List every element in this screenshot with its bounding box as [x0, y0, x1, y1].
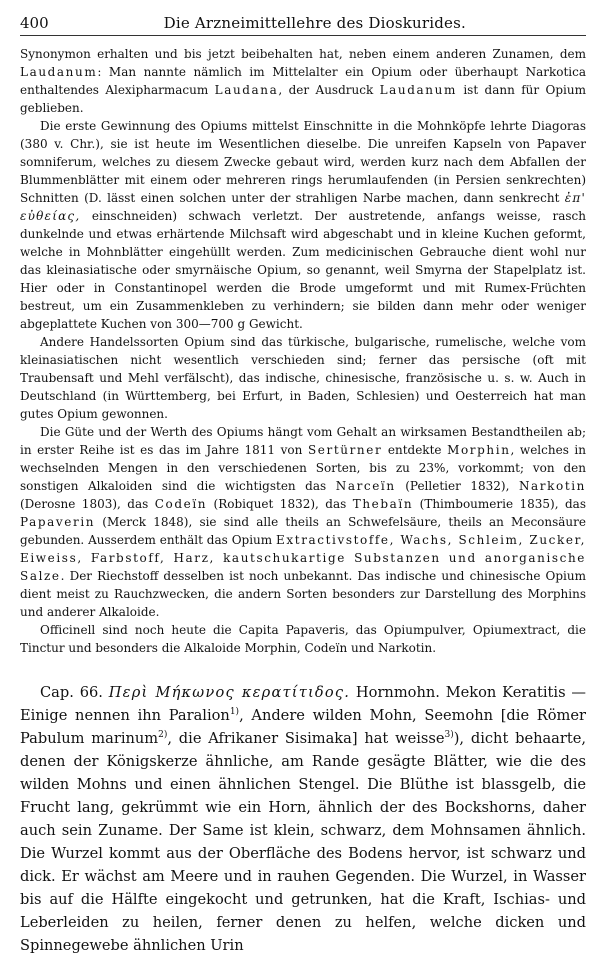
chapter-greek-title: Περὶ Μήκωνος κερατίτιδος.: [108, 684, 351, 701]
running-header: [20, 14, 586, 36]
book-page: [20, 14, 586, 957]
chapter-66-section: [20, 681, 586, 957]
paragraph-opium-production: Die erste Gewinnung des Opiums mittelst Einschnitte in die Mohnköpfe lehrte Diagoras (380 v. Chr.), sie ist heute im Wesentlichen dieselbe. Die unreifen Kapseln von Papaver somniferum, welches zu diesem Zwecke gebaut wird, werden kurz nach dem Abfallen der Blummenblätter mit einem oder mehreren rings herumlaufenden (in Persien senkrechten) Schnitten (D. lässt einen solchen unter der strahligen Narbe machen, dann senkrecht ἐπ' εὐθείας, einschneiden) schwach verletzt. Der austretende, anfangs weisse, rasch dunkelnde und etwas erhärtende Milchsaft wird abgeschabt und in kleine Kuchen geformt, welche in Mohnblätter eingehüllt werden. Zum medicinischen Gebrauche dient wohl nur das kleinasiatische oder smyrnäische Opium, so genannt, weil Smyrna der Stapelplatz ist. Hier oder in Constantinopel werden die Brode umgeformt und mit Rumex-Früchten bestreut, um ein Zusammenkleben zu verhindern; sie bilden dann mehr oder weniger abgeplattete Kuchen von 300—700 g Gewicht.: [20, 119, 586, 331]
chapter-label: Cap. 66.: [40, 684, 103, 701]
running-title: Die Arzneimittellehre des Dioskurides.: [163, 14, 466, 32]
footnote-ref-1: 1): [229, 707, 240, 718]
chapter-66-text: Cap. 66. Περὶ Μήκωνος κερατίτιδος. Hornmohn. Mekon Keratitis — Einige nennen ihn Paralion$^{1)}$, Andere wilden Mohn, Seemohn [die Römer Pabulum marinum$^{2)}$, die Afrikaner Sisimaka] hat weisse$^{3)}$), dicht behaarte, denen der Königskerze ähnliche, am Rande gesägte Blätter, wie die des wilden Mohns und einen ähnlichen Stengel. Die Blüthe ist blassgelb, die Frucht lang, gekrümmt wie ein Horn, ähnlich der des Bockshorns, daher auch sein Zuname. Der Same ist klein, schwarz, dem Mohnsamen ähnlich. Die Wurzel kommt aus der Oberfläche des Bodens hervor, ist schwarz und dick. Er wächst am Meere und in rauhen Gegenden. Die Wurzel, in Wasser bis auf die Hälfte eingekocht und getrunken, hat die Kraft, Ischias- und Leberleiden zu heilen, ferner denen zu helfen, welche dicken und Spinnegewebe ähnlichen Urin: [20, 684, 586, 954]
paragraph-laudanum: Synonymon erhalten und bis jetzt beibehalten hat, neben einem anderen Zunamen, dem Laudanum: Man nannte nämlich im Mittelalter ein Opium oder überhaupt Narkotica enthaltendes Alexipharmacum Laudana, der Ausdruck Laudanum ist dann für Opium geblieben.: [20, 47, 586, 115]
paragraph-alkaloids: Die Güte und der Werth des Opiums hängt vom Gehalt an wirksamen Bestandtheilen ab; in erster Reihe ist es das im Jahre 1811 von Sertürner entdekte Morphin, welches in wechselnden Mengen in den verschiedenen Sorten, bis zu 23%, vorkommt; von den sonstigen Alkaloiden sind die wichtigsten das Narceïn (Pelletier 1832), Narkotin (Derosne 1803), das Codeïn (Robiquet 1832), das Thebaïn (Thimboumerie 1835), das Papaverin (Merck 1848), sie sind alle theils an Schwefelsäure, theils an Meconsäure gebunden. Ausserdem enthält das Opium Extractivstoffe, Wachs, Schleim, Zucker, Eiweiss, Farbstoff, Harz, kautschukartige Substanzen und anorganische Salze. Der Riechstoff desselben ist noch unbekannt. Das indische und chinesische Opium dient meist zu Rauchzwecken, die andern Sorten besonders zur Darstellung des Morphins und anderer Alkaloide.: [20, 425, 587, 619]
page-number: 400: [20, 14, 49, 32]
commentary-section: [20, 45, 586, 657]
footnote-ref-3: 3): [444, 730, 454, 741]
paragraph-trade-varieties: Andere Handelssorten Opium sind das türkische, bulgarische, rumelische, welche vom kleinasiatischen nicht wesentlich verschieden sind; ferner das persische (oft mit Traubensaft und Mehl verfälscht), das indische, chinesische, französische u. s. w. Auch in Deutschland (in Württemberg, bei Erfurt, in Baden, Schlesien) und Oesterreich hat man gutes Opium gewonnen.: [20, 335, 586, 421]
paragraph-officinal: Officinell sind noch heute die Capita Papaveris, das Opiumpulver, Opiumextract, die Tinctur und besonders die Alkaloide Morphin, Codeïn und Narkotin.: [20, 623, 586, 655]
footnote-ref-2: 2): [158, 730, 168, 741]
